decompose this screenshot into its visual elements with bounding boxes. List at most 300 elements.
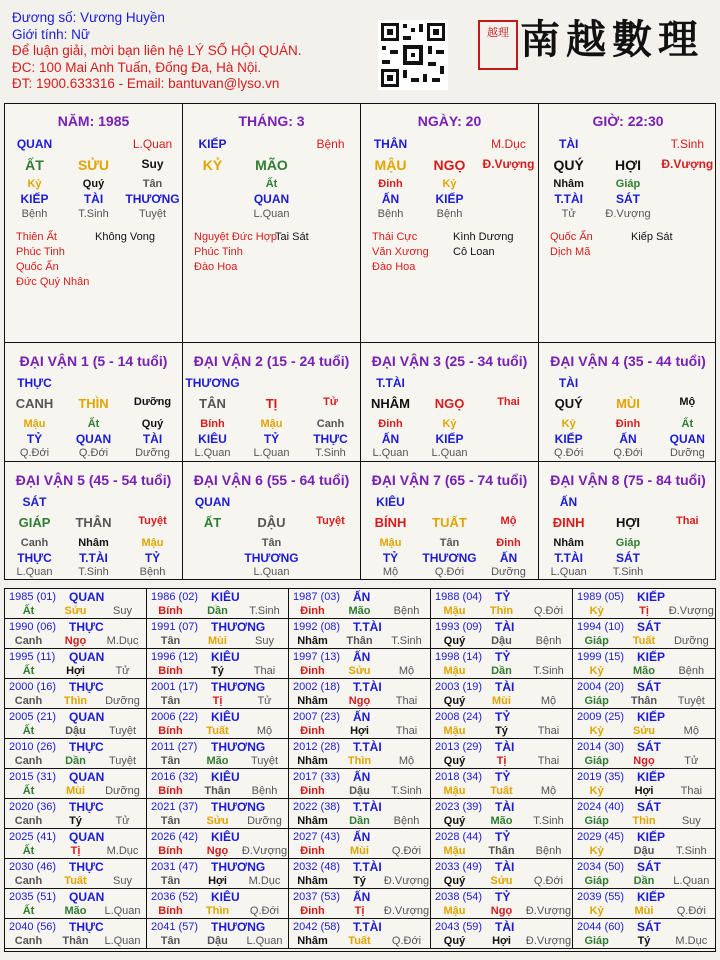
year-cell[interactable] [431,889,573,919]
earthly-branch: NGỌ [434,396,465,411]
year-cell[interactable] [5,919,147,949]
year-stem: Đinh [300,725,325,737]
heavenly-stem: BÍNH [374,515,407,530]
year-detail-row [289,905,430,917]
hidden-stems-row [361,178,538,190]
dai-van-stage: Mộ [679,396,696,408]
year-god: TỶ [495,710,511,724]
year-cell[interactable] [573,739,715,769]
year-label: 1988 (04) [435,591,483,603]
hidden-god: ẤN [499,551,518,565]
dai-van-main-row [5,515,182,530]
year-cell[interactable] [573,649,715,679]
earthly-branch: MÙI [616,396,640,411]
year-stem: Giáp [584,635,609,647]
hidden-god: THỰC [313,432,348,446]
year-cell[interactable] [431,649,573,679]
year-cell[interactable] [147,799,289,829]
year-cell[interactable] [5,799,147,829]
year-branch: Tị [639,605,649,617]
year-branch: Hợi [634,785,654,797]
year-god: KIẾP [637,770,666,784]
year-cell[interactable] [289,649,431,679]
year-detail-row [5,635,146,647]
hidden-stage: T.Sinh [78,566,109,578]
hidden-stage [183,208,242,220]
year-god: T.TÀI [353,680,382,694]
hidden-stages-row [5,208,182,220]
year-stem: Ất [22,725,35,737]
year-label: 2032 (48) [293,861,341,873]
dai-van-stage: Tuyệt [138,515,167,527]
pillar-title: THÁNG: 3 [238,113,305,129]
year-stem: Kỷ [589,725,604,737]
pillar-stage: Đ.Vượng [661,157,714,171]
contact-phone-email[interactable]: ĐT: 1900.633316 - Email: bantuvan@lyso.vn [12,76,280,91]
star-item: Quốc Ấn [16,261,59,273]
dai-van-title: ĐẠI VẬN 7 (65 - 74 tuổi) [371,472,528,488]
dai-van-god: SÁT [22,495,47,509]
year-detail-row [573,755,715,767]
year-stem: Canh [14,815,43,827]
dai-van-7[interactable] [361,462,539,580]
year-stage: L.Quan [104,935,141,947]
dai-van-main-row [361,396,538,411]
year-cell[interactable] [431,799,573,829]
stars-bad [453,230,513,260]
year-cell[interactable] [573,709,715,739]
year-stem: Mậu [443,665,466,677]
year-label: 2000 (16) [9,681,57,693]
year-stage: Suy [113,875,132,887]
hidden-stage [183,566,242,578]
year-stage: T.Sinh [249,605,280,617]
year-detail-row [573,935,715,947]
year-cell[interactable] [573,919,715,949]
pillar-top-stage: Bệnh [316,137,345,151]
year-cell[interactable] [573,589,715,619]
hidden-god: ẤN [619,432,637,446]
year-cell[interactable] [431,679,573,709]
hidden-stages-row [5,447,182,459]
year-stem: Mậu [443,785,466,797]
year-cell[interactable] [289,589,431,619]
year-stage: Q.Đới [249,905,280,917]
year-stage: Tuyệt [250,755,279,767]
year-god: QUAN [69,770,105,784]
year-cell[interactable] [5,709,147,739]
year-stage: T.Sinh [391,785,422,797]
year-cell[interactable] [5,739,147,769]
hidden-stems-row [539,537,717,549]
hidden-stem: Giáp [615,178,641,190]
year-cell[interactable] [431,739,573,769]
year-stage: T.Sinh [533,815,564,827]
year-stage: Dưỡng [247,815,282,827]
year-god: THỰC [69,800,104,814]
hidden-gods-row [183,432,360,446]
hidden-god: TÀI [142,432,163,446]
year-detail-row [431,875,572,887]
year-cell[interactable] [147,919,289,949]
stars-good [550,230,593,260]
year-label: 2020 (36) [9,801,57,813]
year-branch: Mão [632,665,655,677]
year-label: 1985 (01) [9,591,57,603]
hidden-god: TỶ [26,432,43,446]
year-god: TÀI [495,740,515,754]
year-branch: Thân [204,785,231,797]
year-branch: Tị [70,845,81,857]
year-cell[interactable] [573,829,715,859]
year-cell[interactable] [147,739,289,769]
hidden-stage: Q.Đới [19,447,50,459]
year-cell[interactable] [147,889,289,919]
year-cell[interactable] [5,589,147,619]
year-stage: Q.Đới [676,905,706,917]
hidden-stage: Q.Đới [434,566,465,578]
year-detail-row [5,605,146,617]
hidden-stem: Ất [87,418,100,430]
year-stem: Tân [160,635,181,647]
year-label: 1994 (10) [577,621,625,633]
year-god: TỶ [495,650,511,664]
hidden-stem: Nhâm [78,537,109,549]
year-label: 1997 (13) [293,651,341,663]
year-stage: Suy [255,635,274,647]
year-stage: Tuyệt [677,695,705,707]
year-cell[interactable] [5,619,147,649]
year-cell[interactable] [289,619,431,649]
year-cell[interactable] [431,589,573,619]
earthly-branch: DẬU [257,515,286,530]
hidden-gods-row [5,551,182,565]
owner-name: Đương số: Vương Huyền [12,10,165,25]
year-god: TÀI [495,620,515,634]
year-cell[interactable] [431,709,573,739]
year-stem: Bính [158,905,183,917]
year-branch: Ngọ [64,635,87,647]
year-detail-row [5,785,146,797]
year-label: 2005 (21) [9,711,57,723]
hidden-stem: Bính [200,418,225,430]
year-cell[interactable] [431,919,573,949]
hidden-god: TỶ [382,551,399,565]
year-stage: Đ.Vượng [525,935,572,947]
year-god: TÀI [495,920,515,934]
pillar-top-row [361,137,538,151]
year-label: 2036 (52) [151,891,199,903]
year-cell[interactable] [431,769,573,799]
year-branch: Sửu [206,815,229,827]
year-cell[interactable] [147,619,289,649]
hidden-stem: Ất [681,418,694,430]
hidden-stage [658,208,717,220]
hidden-god: QUAN [75,432,112,446]
year-god: THỰC [69,620,104,634]
dai-van-title: ĐẠI VẬN 3 (25 - 34 tuổi) [371,353,528,369]
heavenly-stem: ĐINH [552,515,585,530]
year-cell[interactable] [5,829,147,859]
year-detail-row [5,875,146,887]
year-cell[interactable] [431,829,573,859]
year-label: 2043 (59) [435,921,483,933]
year-label: 2007 (23) [293,711,341,723]
year-stage: Bệnh [535,635,562,647]
heavenly-stem: QUÝ [553,157,584,173]
year-stem: Giáp [584,815,609,827]
year-cell[interactable] [289,739,431,769]
year-branch: Tý [69,815,82,827]
year-god: THƯƠNG [211,680,266,694]
year-stage: Thai [395,725,418,737]
year-label: 2012 (28) [293,741,341,753]
year-cell[interactable] [289,799,431,829]
year-detail-row [147,905,288,917]
year-god: ẤN [353,710,371,724]
year-label: 1995 (11) [9,651,56,663]
year-cell[interactable] [147,769,289,799]
year-label: 1993 (09) [435,621,483,633]
hidden-god [301,551,360,565]
heavenly-stem: ẤT [203,515,222,530]
hidden-stem: Kỷ [442,178,457,190]
year-label: 2023 (39) [435,801,483,813]
year-cell[interactable] [573,799,715,829]
year-cell[interactable] [5,769,147,799]
year-branch: Thân [62,935,89,947]
hidden-stem: Ất [265,178,278,190]
year-label: 2014 (30) [577,741,625,753]
hidden-god: SÁT [615,192,640,206]
year-cell[interactable] [289,709,431,739]
pillar-top-row [183,137,360,151]
year-label: 2029 (45) [577,831,625,843]
year-stage: Suy [681,815,701,827]
hidden-gods-row [5,192,182,206]
year-god: T.TÀI [353,620,382,634]
year-cell[interactable] [147,829,289,859]
year-branch: Dần [491,665,512,677]
qr-code-icon[interactable] [378,20,448,90]
year-label: 2021 (37) [151,801,199,813]
contact-address: ĐC: 100 Mai Anh Tuấn, Đống Đa, Hà Nội. [12,59,262,75]
year-branch: Dần [349,815,370,827]
dai-van-title: ĐẠI VẬN 5 (45 - 54 tuổi) [15,472,172,488]
hidden-god [658,551,717,565]
year-cell[interactable] [147,589,289,619]
hidden-stem: Tân [261,537,282,549]
hidden-stems-row [539,178,717,190]
star-item: Đào Hoa [194,261,238,273]
dai-van-god: THƯƠNG [185,376,240,390]
year-cell[interactable] [5,679,147,709]
year-cell[interactable] [289,889,431,919]
year-stage: Đ.Vượng [383,905,430,917]
year-branch: Thân [630,695,658,707]
earthly-branch: THÂN [75,515,112,530]
year-god: TÀI [495,860,515,874]
year-detail-row [573,875,715,887]
year-cell[interactable] [289,829,431,859]
pillar-top-stage: T.Sinh [670,137,704,151]
hidden-god: THỰC [17,551,52,565]
year-stem: Canh [14,635,43,647]
pillar-top-stage: L.Quan [132,137,173,151]
year-stage: Thai [395,695,418,707]
star-item: Thiên Ất [16,231,57,243]
year-stage: Đ.Vượng [525,905,572,917]
year-cell[interactable] [5,889,147,919]
year-stem: Kỷ [589,605,604,617]
hidden-stem [479,418,538,430]
year-label: 2024 (40) [577,801,625,813]
year-cell[interactable] [289,859,431,889]
earthly-branch: SỬU [77,157,110,173]
hidden-stages-row [183,566,360,578]
hidden-stem: Tân [439,537,460,549]
year-stem: Tân [160,755,181,767]
year-branch: Tị [354,905,365,917]
dai-van-6[interactable] [183,462,361,580]
year-branch: Thìn [347,755,372,767]
year-cell[interactable] [5,859,147,889]
year-stem: Giáp [584,875,609,887]
year-branch: Ngọ [348,695,371,707]
pillar-title: GIỜ: 22:30 [592,113,664,129]
year-stem: Tân [160,875,181,887]
year-stage: Dưỡng [673,635,709,647]
year-label: 2027 (43) [293,831,341,843]
year-cell[interactable] [573,859,715,889]
dai-van-3[interactable] [361,343,539,461]
hidden-stage [301,208,360,220]
year-god: QUAN [69,590,105,604]
year-stage: Q.Đới [533,875,564,887]
hidden-god: THƯƠNG [125,192,180,206]
hidden-stages-row [539,208,717,220]
hidden-gods-row [5,432,182,446]
hidden-gods-row [361,192,538,206]
hidden-gods-row [361,432,538,446]
dai-van-god: THỰC [17,376,52,390]
hidden-god: T.TÀI [554,551,583,565]
hidden-gods-row [361,551,538,565]
year-label: 1989 (05) [577,591,625,603]
year-stage: Q.Đới [533,605,564,617]
year-branch: Tuất [632,635,656,647]
year-label: 2041 (57) [151,921,199,933]
dai-van-8[interactable] [539,462,717,580]
year-label: 2030 (46) [9,861,57,873]
year-branch: Mão [64,905,87,917]
year-stage: Bệnh [678,665,705,677]
year-detail-row [289,785,430,797]
hidden-stem: Mậu [379,537,402,549]
dai-van-5[interactable] [5,462,183,580]
hidden-stage: Dưỡng [669,447,705,459]
year-detail-row [289,695,430,707]
year-branch: Thìn [632,815,656,827]
year-branch: Sửu [632,725,655,737]
year-cell[interactable] [147,859,289,889]
owner-gender: Giới tính: Nữ [12,26,90,42]
hidden-stages-row [183,208,360,220]
year-detail-row [431,905,572,917]
dai-van-stage: Mộ [500,515,517,527]
year-stem: Ất [22,665,35,677]
hidden-god [183,192,242,206]
year-detail-row [5,935,146,947]
year-cell[interactable] [573,769,715,799]
year-stem: Quý [443,755,466,767]
year-stem: Nhâm [297,755,328,767]
year-cell[interactable] [573,679,715,709]
year-detail-row [431,665,572,677]
year-cell[interactable] [5,649,147,679]
earthly-branch: NGỌ [433,157,466,173]
hidden-stage: T.Sinh [315,447,346,459]
dai-van-god: TÀI [558,376,579,390]
dai-van-1[interactable] [5,343,183,461]
year-cell[interactable] [289,769,431,799]
year-label: 2038 (54) [435,891,483,903]
year-detail-row [289,845,430,857]
year-branch: Dậu [207,935,228,947]
hidden-stage: L.Quan [253,447,290,459]
earthly-branch: HỢI [615,515,641,530]
dai-van-2[interactable] [183,343,361,461]
year-stage: Tuyệt [108,725,137,737]
pillar-title: NGÀY: 20 [417,113,482,129]
year-cell[interactable] [573,619,715,649]
year-stage: M.Dục [106,845,139,857]
year-stem: Mậu [443,845,466,857]
star-item: Kiếp Sát [631,231,673,243]
hidden-stems-row [183,178,360,190]
year-cell[interactable] [573,889,715,919]
year-stem: Đinh [300,665,325,677]
year-stem: Quý [443,695,466,707]
year-cell[interactable] [431,859,573,889]
heavenly-stem: TÂN [199,396,226,411]
year-stem: Bính [158,665,183,677]
year-detail-row [573,785,715,797]
year-cell[interactable] [289,679,431,709]
year-god: KIÊU [211,890,240,904]
year-branch: Mùi [208,635,227,647]
pillar-main-row [183,157,360,173]
year-branch: Dậu [633,845,655,857]
year-cell[interactable] [431,619,573,649]
hidden-stems-row [5,418,182,430]
hidden-stage: Q.Đới [613,447,643,459]
year-stage: Thai [537,725,560,737]
year-cell[interactable] [147,649,289,679]
year-cell[interactable] [289,919,431,949]
dai-van-4[interactable] [539,343,717,461]
year-detail-row [289,815,430,827]
year-stage: L.Quan [246,935,283,947]
year-cell[interactable] [147,679,289,709]
year-god: KIẾP [637,890,666,904]
year-detail-row [431,695,572,707]
year-detail-row [289,935,430,947]
year-branch: Mão [348,605,371,617]
star-item: Kình Dương [453,231,514,243]
year-cell[interactable] [147,709,289,739]
hidden-stem: Đinh [496,537,521,549]
